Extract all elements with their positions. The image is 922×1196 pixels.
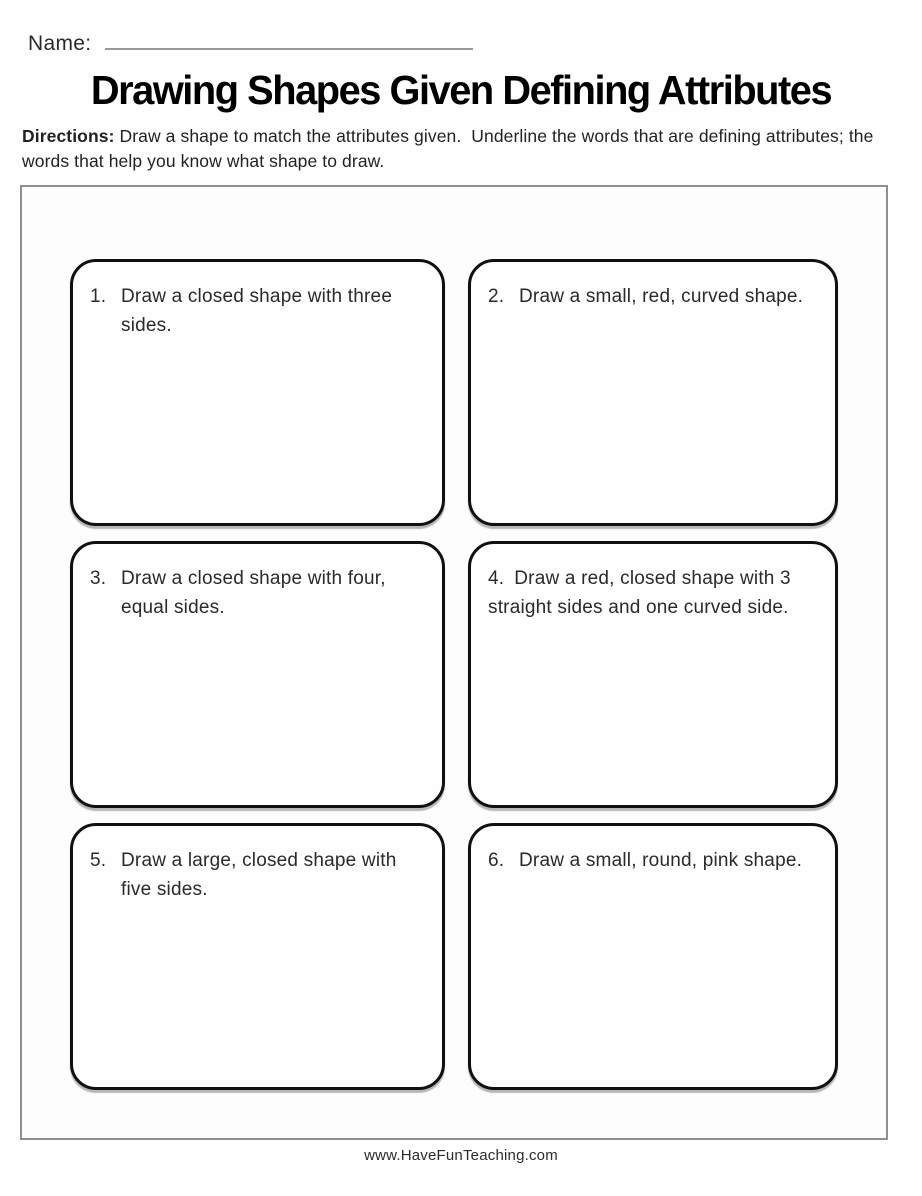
footer-url: www.HaveFunTeaching.com bbox=[364, 1147, 558, 1164]
card-grid bbox=[70, 259, 840, 1090]
card-number: 2. bbox=[488, 286, 505, 307]
card-text: Draw a closed shape with three sides. bbox=[121, 286, 398, 336]
card-prompt bbox=[90, 846, 430, 904]
name-label: Name: bbox=[28, 32, 92, 55]
drawing-area-1[interactable] bbox=[90, 340, 430, 513]
drawing-area-3[interactable] bbox=[90, 622, 430, 795]
attribute-card-4 bbox=[468, 541, 838, 808]
attribute-card-1 bbox=[70, 259, 445, 526]
directions-paragraph bbox=[22, 124, 896, 174]
name-fill-in-line[interactable] bbox=[105, 27, 473, 50]
drawing-area-4[interactable] bbox=[488, 622, 823, 795]
name-row bbox=[0, 0, 922, 56]
card-number: 6. bbox=[488, 850, 505, 871]
drawing-area-5[interactable] bbox=[90, 904, 430, 1077]
card-number: 5. bbox=[90, 850, 107, 871]
card-number: 3. bbox=[90, 568, 107, 589]
attribute-card-2 bbox=[468, 259, 838, 526]
card-prompt bbox=[90, 564, 430, 622]
card-text: Draw a small, round, pink shape. bbox=[519, 850, 803, 871]
worksheet-outer-box bbox=[20, 185, 888, 1140]
directions-text: Draw a shape to match the attributes given. Underline the words that are defining attributes; the words that help you know what shape to draw. bbox=[22, 126, 879, 171]
card-prompt bbox=[488, 564, 823, 622]
card-text: Draw a large, closed shape with five sides. bbox=[121, 850, 402, 900]
card-number: 4. bbox=[488, 568, 505, 589]
attribute-card-6 bbox=[468, 823, 838, 1090]
directions-label: Directions: bbox=[22, 126, 115, 146]
drawing-area-2[interactable] bbox=[488, 311, 823, 513]
card-number: 1. bbox=[90, 286, 107, 307]
card-text: Draw a red, closed shape with 3 straight sides and one curved side. bbox=[488, 568, 797, 618]
card-text: Draw a closed shape with four, equal sides. bbox=[121, 568, 392, 618]
attribute-card-3 bbox=[70, 541, 445, 808]
drawing-area-6[interactable] bbox=[488, 875, 823, 1077]
card-prompt bbox=[90, 282, 430, 340]
card-text: Draw a small, red, curved shape. bbox=[519, 286, 804, 307]
card-prompt bbox=[488, 846, 823, 875]
card-prompt bbox=[488, 282, 823, 311]
attribute-card-5 bbox=[70, 823, 445, 1090]
page-title: Drawing Shapes Given Defining Attributes bbox=[90, 67, 832, 113]
